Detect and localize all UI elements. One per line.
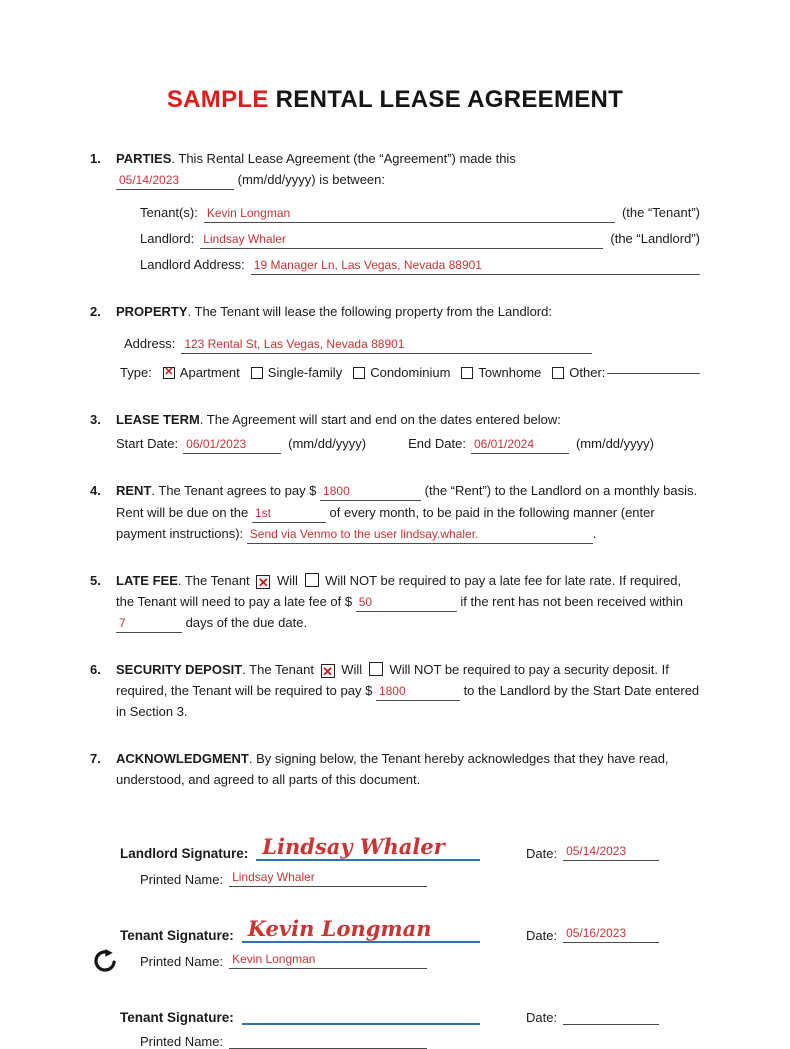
tenant-signature-field-empty[interactable] bbox=[242, 996, 480, 1025]
section-security-deposit bbox=[90, 659, 700, 722]
late-fee-will-not-label: Will NOT bbox=[325, 572, 377, 588]
document-title bbox=[90, 86, 700, 114]
property-type-row bbox=[120, 362, 700, 383]
security-deposit-will-not-checkbox[interactable] bbox=[369, 662, 383, 676]
section-acknowledgment bbox=[90, 748, 700, 790]
printed-name-row bbox=[140, 952, 700, 969]
late-fee-text-2: be required to pay a late fee for late rate. If required, the Tenant will need to pay a late fee of $ bbox=[116, 572, 682, 609]
landlord-signature-date-field[interactable]: 05/14/2023 bbox=[563, 844, 659, 861]
landlord-address-field[interactable]: 19 Manager Ln, Las Vegas, Nevada 88901 bbox=[251, 258, 700, 275]
signature-row bbox=[120, 832, 700, 861]
checkbox-townhome[interactable] bbox=[461, 367, 473, 379]
other-type-field[interactable] bbox=[607, 372, 700, 374]
checkbox-condominium[interactable] bbox=[353, 367, 365, 379]
landlord-label: Landlord: bbox=[140, 231, 195, 247]
type-option-label: Condominium bbox=[370, 365, 451, 381]
section-number: 2. bbox=[90, 304, 101, 320]
rent-text-2: (the “Rent”) to the Landlord on a monthly basis. Rent will be due on the bbox=[116, 483, 698, 520]
late-fee-will-label: Will bbox=[276, 572, 298, 588]
start-date-label: Start Date: bbox=[116, 436, 179, 452]
start-date-field[interactable]: 06/01/2023 bbox=[183, 437, 281, 454]
end-date-field[interactable]: 06/01/2024 bbox=[471, 437, 569, 454]
late-fee-days-field[interactable]: 7 bbox=[116, 616, 182, 633]
parties-intro-text: . This Rental Lease Agreement (the “Agreement”) made this bbox=[171, 151, 516, 166]
tenant-printed-name-field[interactable]: Kevin Longman bbox=[229, 952, 427, 969]
type-option-label: Townhome bbox=[478, 365, 542, 381]
landlord-address-label: Landlord Address: bbox=[140, 257, 245, 273]
property-address-row bbox=[124, 333, 700, 354]
section-number: 1. bbox=[90, 151, 101, 166]
checkbox-other[interactable] bbox=[552, 367, 564, 379]
type-option-label: Apartment bbox=[179, 365, 240, 381]
late-fee-text-4: days of the due date. bbox=[185, 614, 308, 630]
security-deposit-text-1: . The Tenant bbox=[242, 661, 314, 677]
agreement-date-field[interactable]: 05/14/2023 bbox=[116, 173, 234, 190]
security-deposit-text-3: to the Landlord by the Start Date entered in Section 3. bbox=[116, 682, 700, 719]
parties-date-line bbox=[116, 169, 700, 190]
lease-term-intro-text: . The Agreement will start and end on the dates entered below: bbox=[199, 412, 561, 428]
security-deposit-amount-field[interactable]: 1800 bbox=[376, 684, 460, 701]
rent-amount-field[interactable]: 1800 bbox=[320, 484, 421, 501]
signature-row bbox=[120, 996, 700, 1025]
property-intro-text: . The Tenant will lease the following property from the Landlord: bbox=[187, 304, 552, 320]
x-mark-icon: ✕ bbox=[257, 574, 269, 590]
landlord-printed-name-field[interactable]: Lindsay Whaler bbox=[229, 870, 427, 887]
start-date-format-hint: (mm/dd/yyyy) bbox=[288, 436, 367, 452]
security-deposit-will-checkbox[interactable] bbox=[321, 664, 335, 678]
tenant-signature-date-field-empty[interactable] bbox=[563, 1010, 659, 1025]
security-deposit-text-2: be required to pay a security deposit. If required, the Tenant will be required to pay $ bbox=[116, 661, 669, 698]
type-option-label: Single-family bbox=[267, 365, 343, 381]
printed-name-label: Printed Name: bbox=[140, 953, 224, 969]
acknowledgment-text: . By signing below, the Tenant hereby acknowledges that they have read, understood, and agreed to all parts of this document. bbox=[116, 750, 669, 787]
late-fee-text-3: if the rent has not been received within bbox=[460, 593, 683, 609]
rent-text-4: . bbox=[592, 525, 597, 541]
section-heading: PROPERTY bbox=[116, 304, 188, 320]
landlord-signature-label: Landlord Signature: bbox=[120, 845, 249, 861]
section-heading: PARTIES bbox=[116, 151, 172, 166]
refresh-icon bbox=[92, 948, 118, 974]
tenant-signature-label: Tenant Signature: bbox=[120, 927, 234, 943]
rent-text-3: of every month, to be paid in the following manner (enter payment instructions): bbox=[116, 504, 655, 541]
x-mark-icon: ✕ bbox=[164, 366, 174, 379]
late-fee-text-1: . The Tenant bbox=[177, 572, 250, 588]
section-number: 7. bbox=[90, 750, 101, 766]
title-sample-word: SAMPLE bbox=[166, 86, 269, 113]
section-heading: LATE FEE bbox=[116, 572, 178, 588]
landlord-row bbox=[140, 228, 700, 249]
tenant-signature-field[interactable]: Kevin Longman bbox=[242, 914, 480, 943]
section-number: 3. bbox=[90, 412, 101, 428]
type-option-label: Other: bbox=[569, 365, 606, 381]
parties-intro-line bbox=[116, 148, 700, 169]
property-type-label: Type: bbox=[120, 365, 152, 381]
section-heading: ACKNOWLEDGMENT bbox=[116, 750, 249, 766]
tenant-signature-group-1 bbox=[90, 914, 700, 969]
checkbox-single-family[interactable] bbox=[251, 367, 263, 379]
landlord-suffix-text: (the “Landlord”) bbox=[610, 231, 700, 247]
printed-name-label: Printed Name: bbox=[140, 1033, 224, 1049]
tenant-signature-date-field[interactable]: 05/16/2023 bbox=[563, 926, 659, 943]
property-intro-line bbox=[116, 301, 700, 322]
date-label: Date: bbox=[526, 927, 558, 943]
agreement-date-format-hint: (mm/dd/yyyy) is between: bbox=[237, 172, 385, 188]
property-address-label: Address: bbox=[124, 336, 176, 352]
late-fee-will-not-checkbox[interactable] bbox=[305, 573, 319, 587]
security-deposit-will-not-label: Will NOT bbox=[389, 661, 442, 677]
security-deposit-will-label: Will bbox=[341, 661, 363, 677]
section-late-fee bbox=[90, 570, 700, 633]
checkbox-apartment[interactable] bbox=[163, 367, 175, 379]
late-fee-amount-field[interactable]: 50 bbox=[356, 595, 457, 612]
x-mark-icon: ✕ bbox=[322, 663, 334, 679]
property-address-field[interactable]: 123 Rental St, Las Vegas, Nevada 88901 bbox=[181, 337, 592, 354]
printed-name-row bbox=[140, 870, 700, 887]
section-heading: RENT bbox=[116, 483, 152, 499]
late-fee-will-checkbox[interactable] bbox=[256, 575, 270, 589]
refresh-button[interactable] bbox=[92, 948, 118, 974]
signature-area bbox=[90, 832, 700, 1049]
printed-name-label: Printed Name: bbox=[140, 871, 224, 887]
section-number: 6. bbox=[90, 661, 101, 677]
rent-text-1: . The Tenant agrees to pay $ bbox=[151, 483, 317, 499]
section-heading: LEASE TERM bbox=[116, 412, 200, 428]
printed-name-row bbox=[140, 1034, 700, 1049]
payment-instructions-field[interactable]: Send via Venmo to the user lindsay.whaler. bbox=[247, 527, 593, 544]
section-lease-term bbox=[90, 409, 700, 454]
section-rent bbox=[90, 480, 700, 543]
landlord-signature-field[interactable]: Lindsay Whaler bbox=[256, 832, 480, 861]
tenant-suffix-text: (the “Tenant”) bbox=[621, 205, 700, 221]
rent-due-day-field[interactable]: 1st bbox=[252, 506, 326, 523]
section-parties bbox=[90, 148, 700, 275]
section-number: 4. bbox=[90, 483, 101, 499]
tenant-row bbox=[140, 202, 700, 223]
end-date-label: End Date: bbox=[408, 436, 466, 452]
lease-dates-row bbox=[116, 433, 700, 454]
tenant-printed-name-field-empty[interactable] bbox=[229, 1034, 427, 1049]
end-date-format-hint: (mm/dd/yyyy) bbox=[575, 436, 654, 452]
title-main-text: RENTAL LEASE AGREEMENT bbox=[275, 86, 624, 113]
landlord-name-field[interactable]: Lindsay Whaler bbox=[200, 232, 603, 249]
tenant-name-field[interactable]: Kevin Longman bbox=[204, 206, 615, 223]
section-number: 5. bbox=[90, 572, 101, 588]
landlord-signature-group bbox=[90, 832, 700, 887]
date-label: Date: bbox=[526, 1009, 558, 1025]
section-property bbox=[90, 301, 700, 383]
lease-term-intro-line bbox=[116, 409, 700, 430]
landlord-address-row bbox=[140, 254, 700, 275]
tenant-signature-label: Tenant Signature: bbox=[120, 1009, 234, 1025]
section-heading: SECURITY DEPOSIT bbox=[116, 661, 243, 677]
tenant-signature-group-2 bbox=[90, 996, 700, 1049]
date-label: Date: bbox=[526, 845, 558, 861]
tenant-label: Tenant(s): bbox=[140, 205, 198, 221]
signature-row bbox=[120, 914, 700, 943]
